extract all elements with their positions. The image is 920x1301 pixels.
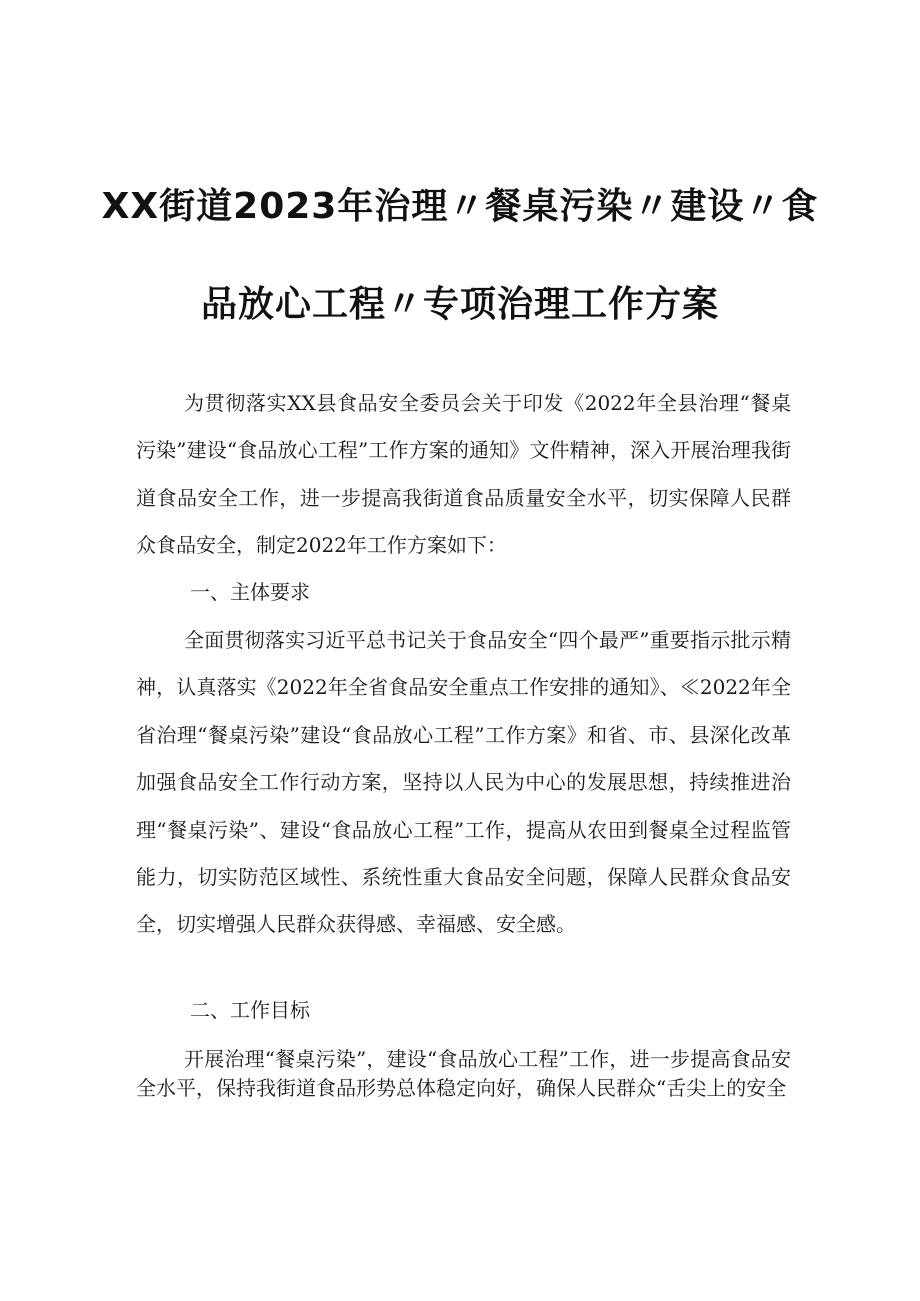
section-paragraph-requirements: 全面贯彻落实习近平总书记关于食品安全“四个最严”重要指示批示精神，认真落实《2022年全省食品安全重点工作安排的通知》、≪2022年全省治理“餐桌污染”建设“食品放心工程”工作方案》和省、市、县深化改革加强食品安全工作行动方案，坚持以人民为中心的发展思想，持续推进治理“餐桌污染”、建设“食品放心工程”工作，提高从农田到餐桌全过程监管能力，切实防范区域性、系统性重大食品安全问题，保障人民群众食品安全，切实增强人民群众获得感、幸福感、安全感。	[136, 628, 791, 937]
section-heading-requirements: 一、主体要求	[190, 580, 310, 604]
section-paragraph-goals: 开展治理“餐桌污染”，建设“食品放心工程”工作，进一步提高食品安全水平，保持我街道食品形势总体稳定向好，确保人民群众“舌尖上的安全	[136, 1047, 791, 1100]
document-title-line-1: XX街道2023年治理〃餐桌污染〃建设〃食	[101, 186, 819, 227]
section-heading-goals: 二、工作目标	[190, 998, 310, 1022]
intro-paragraph: 为贯彻落实XX县食品安全委员会关于印发《2022年全县治理“餐桌污染”建设“食品放心工程”工作方案的通知》文件精神，深入开展治理我街道食品安全工作，进一步提高我街道食品质量安全水平，切实保障人民群众食品安全，制定2022年工作方案如下：	[136, 391, 791, 558]
document-title-line-2: 品放心工程〃专项治理工作方案	[200, 284, 719, 325]
